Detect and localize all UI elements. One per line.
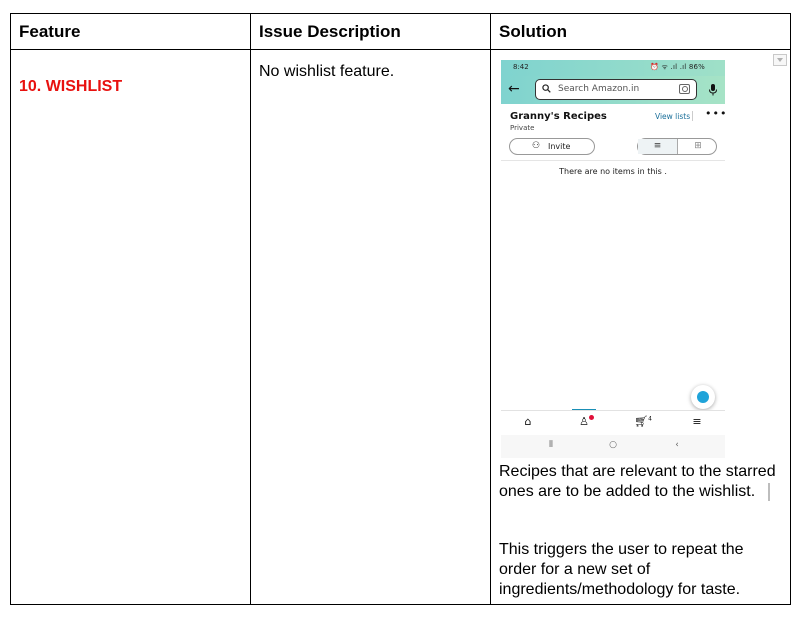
issue-description: No wishlist feature. [259, 63, 395, 80]
person-icon[interactable]: ♙ [579, 415, 589, 428]
solution-paragraph-2: This triggers the user to repeat the order for a new set of ingredients/methodology for taste. [499, 541, 744, 598]
search-placeholder: Search Amazon.in [558, 84, 640, 94]
mic-icon[interactable] [707, 83, 719, 97]
home-button-icon[interactable]: ○ [609, 440, 617, 450]
empty-list-message: There are no items in this . [559, 167, 667, 176]
search-input[interactable] [535, 79, 697, 100]
menu-icon[interactable]: ≡ [692, 415, 702, 428]
view-lists-link[interactable]: View lists [655, 112, 691, 121]
header-divider [11, 49, 790, 50]
cart-icon[interactable]: 🛒︎$^4$ [634, 415, 652, 428]
add-person-icon: ⚇ [532, 141, 541, 151]
header-issue-description: Issue Description [259, 22, 401, 41]
search-header [501, 76, 725, 104]
invite-label: Invite [548, 142, 571, 151]
status-bar [501, 60, 725, 76]
header-feature: Feature [19, 22, 81, 41]
text-cursor [768, 483, 770, 501]
back-button-icon[interactable]: ‹ [675, 440, 679, 450]
header-solution: Solution [499, 22, 567, 41]
notification-badge [589, 415, 594, 420]
recent-apps-icon[interactable]: ⦀ [549, 440, 553, 450]
cart-count: 4 [648, 415, 652, 423]
dropdown-arrow-icon[interactable] [773, 54, 787, 66]
invite-button[interactable] [509, 138, 595, 155]
divider [501, 160, 725, 161]
separator [692, 111, 693, 121]
status-indicators: ⏰ ᯤ .ıl .ıl 86% [650, 63, 705, 71]
solution-paragraph-1: Recipes that are relevant to the starred ones are to be added to the wishlist. [499, 463, 776, 500]
list-privacy: Private [510, 124, 535, 132]
arrow-left-icon[interactable]: ← [508, 81, 520, 97]
more-options-icon[interactable]: ••• [705, 107, 728, 120]
home-icon[interactable]: ⌂ [524, 415, 532, 428]
list-title: Granny's Recipes [510, 111, 607, 122]
camera-icon[interactable] [679, 84, 690, 94]
feature-title: 10. WISHLIST [19, 78, 123, 95]
search-icon [542, 84, 551, 93]
alexa-icon[interactable] [691, 385, 715, 409]
column-divider-1 [250, 14, 251, 604]
column-divider-2 [490, 14, 491, 604]
list-view-icon[interactable]: ≡ [638, 139, 678, 154]
view-toggle[interactable] [637, 138, 717, 155]
grid-view-icon[interactable]: ⊞ [694, 141, 702, 151]
app-screenshot [501, 60, 728, 458]
status-time: 8:42 [513, 63, 529, 71]
